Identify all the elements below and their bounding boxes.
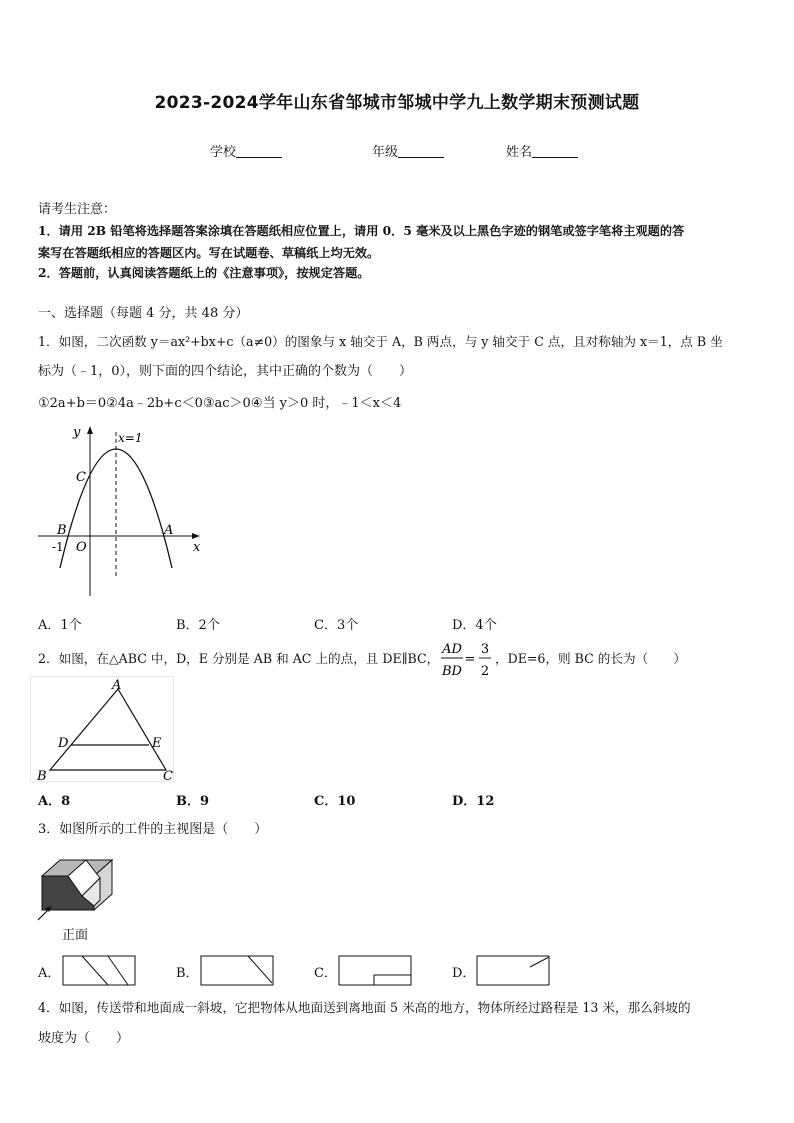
notice-line-1: 1．请用 2B 铅笔将选择题答案涂填在答题纸相应位置上，请用 0．5 毫米及以上黑色字迹的钢笔或签字笔将主观题的答 xyxy=(38,224,685,238)
val-num: 3 xyxy=(480,642,490,657)
name-blank[interactable] xyxy=(532,145,578,158)
label-x: x xyxy=(193,540,201,555)
label-A: A xyxy=(164,523,174,538)
y-axis-arrow xyxy=(87,426,93,434)
q3-option-c-figure[interactable] xyxy=(338,955,414,987)
q2-triangle-figure xyxy=(30,676,180,786)
label-D: D xyxy=(58,736,69,751)
grade-field xyxy=(372,141,444,160)
q3-option-d-label[interactable]: D． xyxy=(452,966,476,981)
label-C: C xyxy=(76,470,86,485)
q2-option-d[interactable]: D．12 xyxy=(452,794,495,809)
label-A: A xyxy=(112,678,122,693)
label-neg1: -1 xyxy=(52,540,64,554)
school-field xyxy=(210,141,282,160)
frac-den: BD xyxy=(442,664,462,679)
q3-option-b-figure[interactable] xyxy=(200,955,276,987)
q3-option-d-figure[interactable] xyxy=(476,955,552,987)
school-label: 学校 xyxy=(210,145,237,160)
triangle-abc xyxy=(50,689,166,770)
frac-eq: = xyxy=(464,652,476,667)
label-B: B xyxy=(37,769,47,784)
q2-fraction xyxy=(438,638,498,682)
label-E: E xyxy=(152,736,162,751)
q1-option-d[interactable]: D．4个 xyxy=(452,618,497,633)
q3-option-c-label[interactable]: C． xyxy=(314,966,337,981)
q1-option-c[interactable]: C．3个 xyxy=(314,618,359,633)
name-field xyxy=(506,141,578,160)
notice-line-3: 2．答题前，认真阅读答题纸上的《注意事项》，按规定答题。 xyxy=(38,266,370,280)
q1-line-2: 标为（﹣1，0），则下面的四个结论，其中正确的个数为（ ） xyxy=(38,364,413,379)
q3-text: 3．如图所示的工件的主视图是（ ） xyxy=(38,822,268,837)
label-O: O xyxy=(76,540,87,555)
q4-line-2: 坡度为（ ） xyxy=(38,1031,130,1046)
q2-option-c[interactable]: C．10 xyxy=(314,794,356,809)
q1-option-a[interactable]: A．1个 xyxy=(38,618,82,633)
q3-option-a-label[interactable]: A． xyxy=(38,966,61,981)
q1-line-1: 1．如图，二次函数 y＝ax²+bx+c（a≠0）的图象与 x 轴交于 A，B 两点，与 y 轴交于 C 点，且对称轴为 x＝1，点 B 坐 xyxy=(38,334,723,349)
q2-option-a[interactable]: A．8 xyxy=(38,794,71,809)
q2-option-b[interactable]: B．9 xyxy=(176,794,210,809)
q3-option-a-figure[interactable] xyxy=(62,955,138,987)
q4-line-1: 4．如图，传送带和地面成一斜坡，它把物体从地面送到离地面 5 米高的地方，物体所经过路程是 13 米，那么斜坡的 xyxy=(38,1000,691,1015)
q3-option-b-label[interactable]: B． xyxy=(176,966,199,981)
q1-option-b[interactable]: B．2个 xyxy=(176,618,220,633)
x-axis-arrow xyxy=(192,533,200,539)
label-B: B xyxy=(57,523,67,538)
label-y: y xyxy=(73,425,81,440)
q1-line-3: ①2a+b＝0②4a﹣2b+c＜0③ac＞0④当 y＞0 时，﹣1＜x＜4 xyxy=(38,396,402,411)
label-C: C xyxy=(163,769,173,784)
section-heading: 一、选择题（每题 4 分，共 48 分） xyxy=(38,306,249,321)
q2-suffix: ，DE=6，则 BC 的长为（ ） xyxy=(495,651,686,666)
q2-prefix: 2．如图，在△ABC 中，D，E 分别是 AB 和 AC 上的点，且 DE∥BC， xyxy=(38,651,440,666)
name-label: 姓名 xyxy=(506,145,533,160)
label-axis: x=1 xyxy=(118,431,143,445)
page-title: 2023-2024学年山东省邹城市邹城中学九上数学期末预测试题 xyxy=(154,93,640,113)
frac-num: AD xyxy=(442,642,462,657)
grade-blank[interactable] xyxy=(398,145,444,158)
front-label: 正面 xyxy=(62,928,89,943)
q3-workpiece-figure xyxy=(34,850,124,930)
notice-heading: 请考生注意： xyxy=(38,202,117,217)
grade-label: 年级 xyxy=(372,145,399,160)
notice-line-2: 案写在答题纸相应的答题区内。写在试题卷、草稿纸上均无效。 xyxy=(38,246,380,260)
school-blank[interactable] xyxy=(236,145,282,158)
q1-parabola-figure xyxy=(30,420,210,600)
val-den: 2 xyxy=(480,664,490,679)
